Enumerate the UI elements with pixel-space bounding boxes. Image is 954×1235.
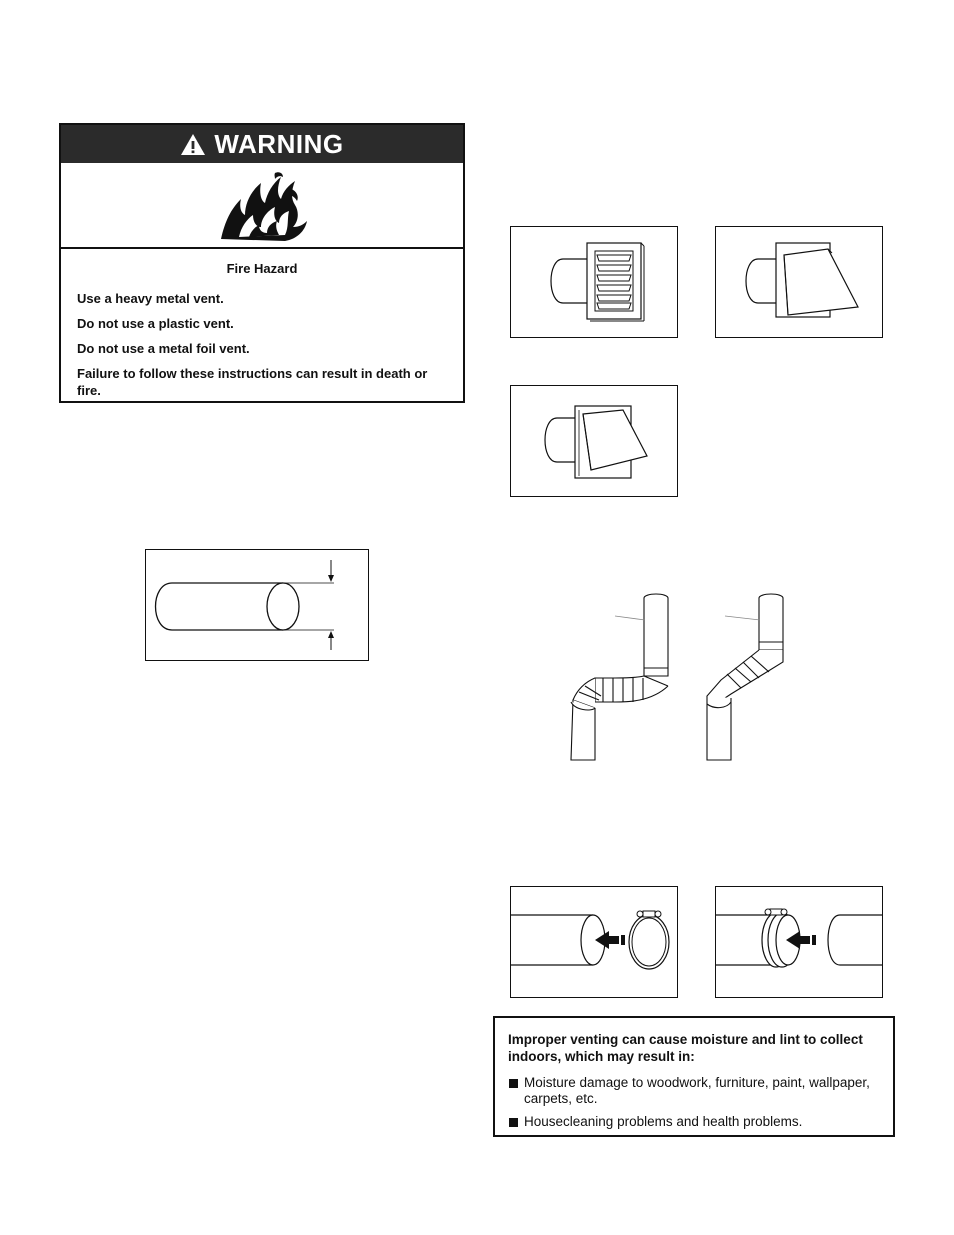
warning-triangle-icon [180, 133, 206, 156]
clamp-install-diagram [716, 887, 882, 997]
square-bullet-icon [509, 1118, 518, 1127]
clamp-install-figure [715, 886, 883, 998]
notice-bullet-item [509, 1075, 885, 1107]
elbow-diagram [555, 590, 795, 770]
warning-header [61, 125, 463, 163]
warning-line: Do not use a plastic vent. [77, 316, 234, 331]
warning-body [61, 249, 463, 399]
flame-icon [219, 169, 309, 241]
warning-box [59, 123, 465, 403]
vent-diameter-figure [145, 549, 369, 661]
angled-hood-diagram [511, 386, 677, 496]
notice-bullet-item [509, 1114, 885, 1130]
notice-title: Improper venting can cause moisture and lint to collect indoors, which may result in: [508, 1032, 863, 1064]
fire-symbol-area [61, 163, 463, 249]
square-bullet-icon [509, 1079, 518, 1088]
warning-line: Failure to follow these instructions can result in death or fire. [77, 366, 428, 398]
warning-title: WARNING [214, 128, 344, 159]
hazard-title: Fire Hazard [226, 261, 298, 276]
warning-line: Use a heavy metal vent. [77, 291, 224, 306]
box-hood-diagram [716, 227, 882, 337]
elbow-figure [555, 590, 795, 770]
notice-bullet-text: Moisture damage to woodwork, furniture, paint, wallpaper, carpets, etc. [524, 1075, 870, 1106]
vent-pipe-diagram [146, 550, 368, 660]
clamp-slide-figure [510, 886, 678, 998]
box-hood-figure [715, 226, 883, 338]
notice-bullet-text: Housecleaning problems and health problems. [524, 1114, 803, 1129]
warning-line: Do not use a metal foil vent. [77, 341, 250, 356]
louvered-hood-figure [510, 226, 678, 338]
improper-venting-notice [493, 1016, 895, 1137]
clamp-slide-diagram [511, 887, 677, 997]
angled-hood-figure [510, 385, 678, 497]
louvered-hood-diagram [511, 227, 677, 337]
